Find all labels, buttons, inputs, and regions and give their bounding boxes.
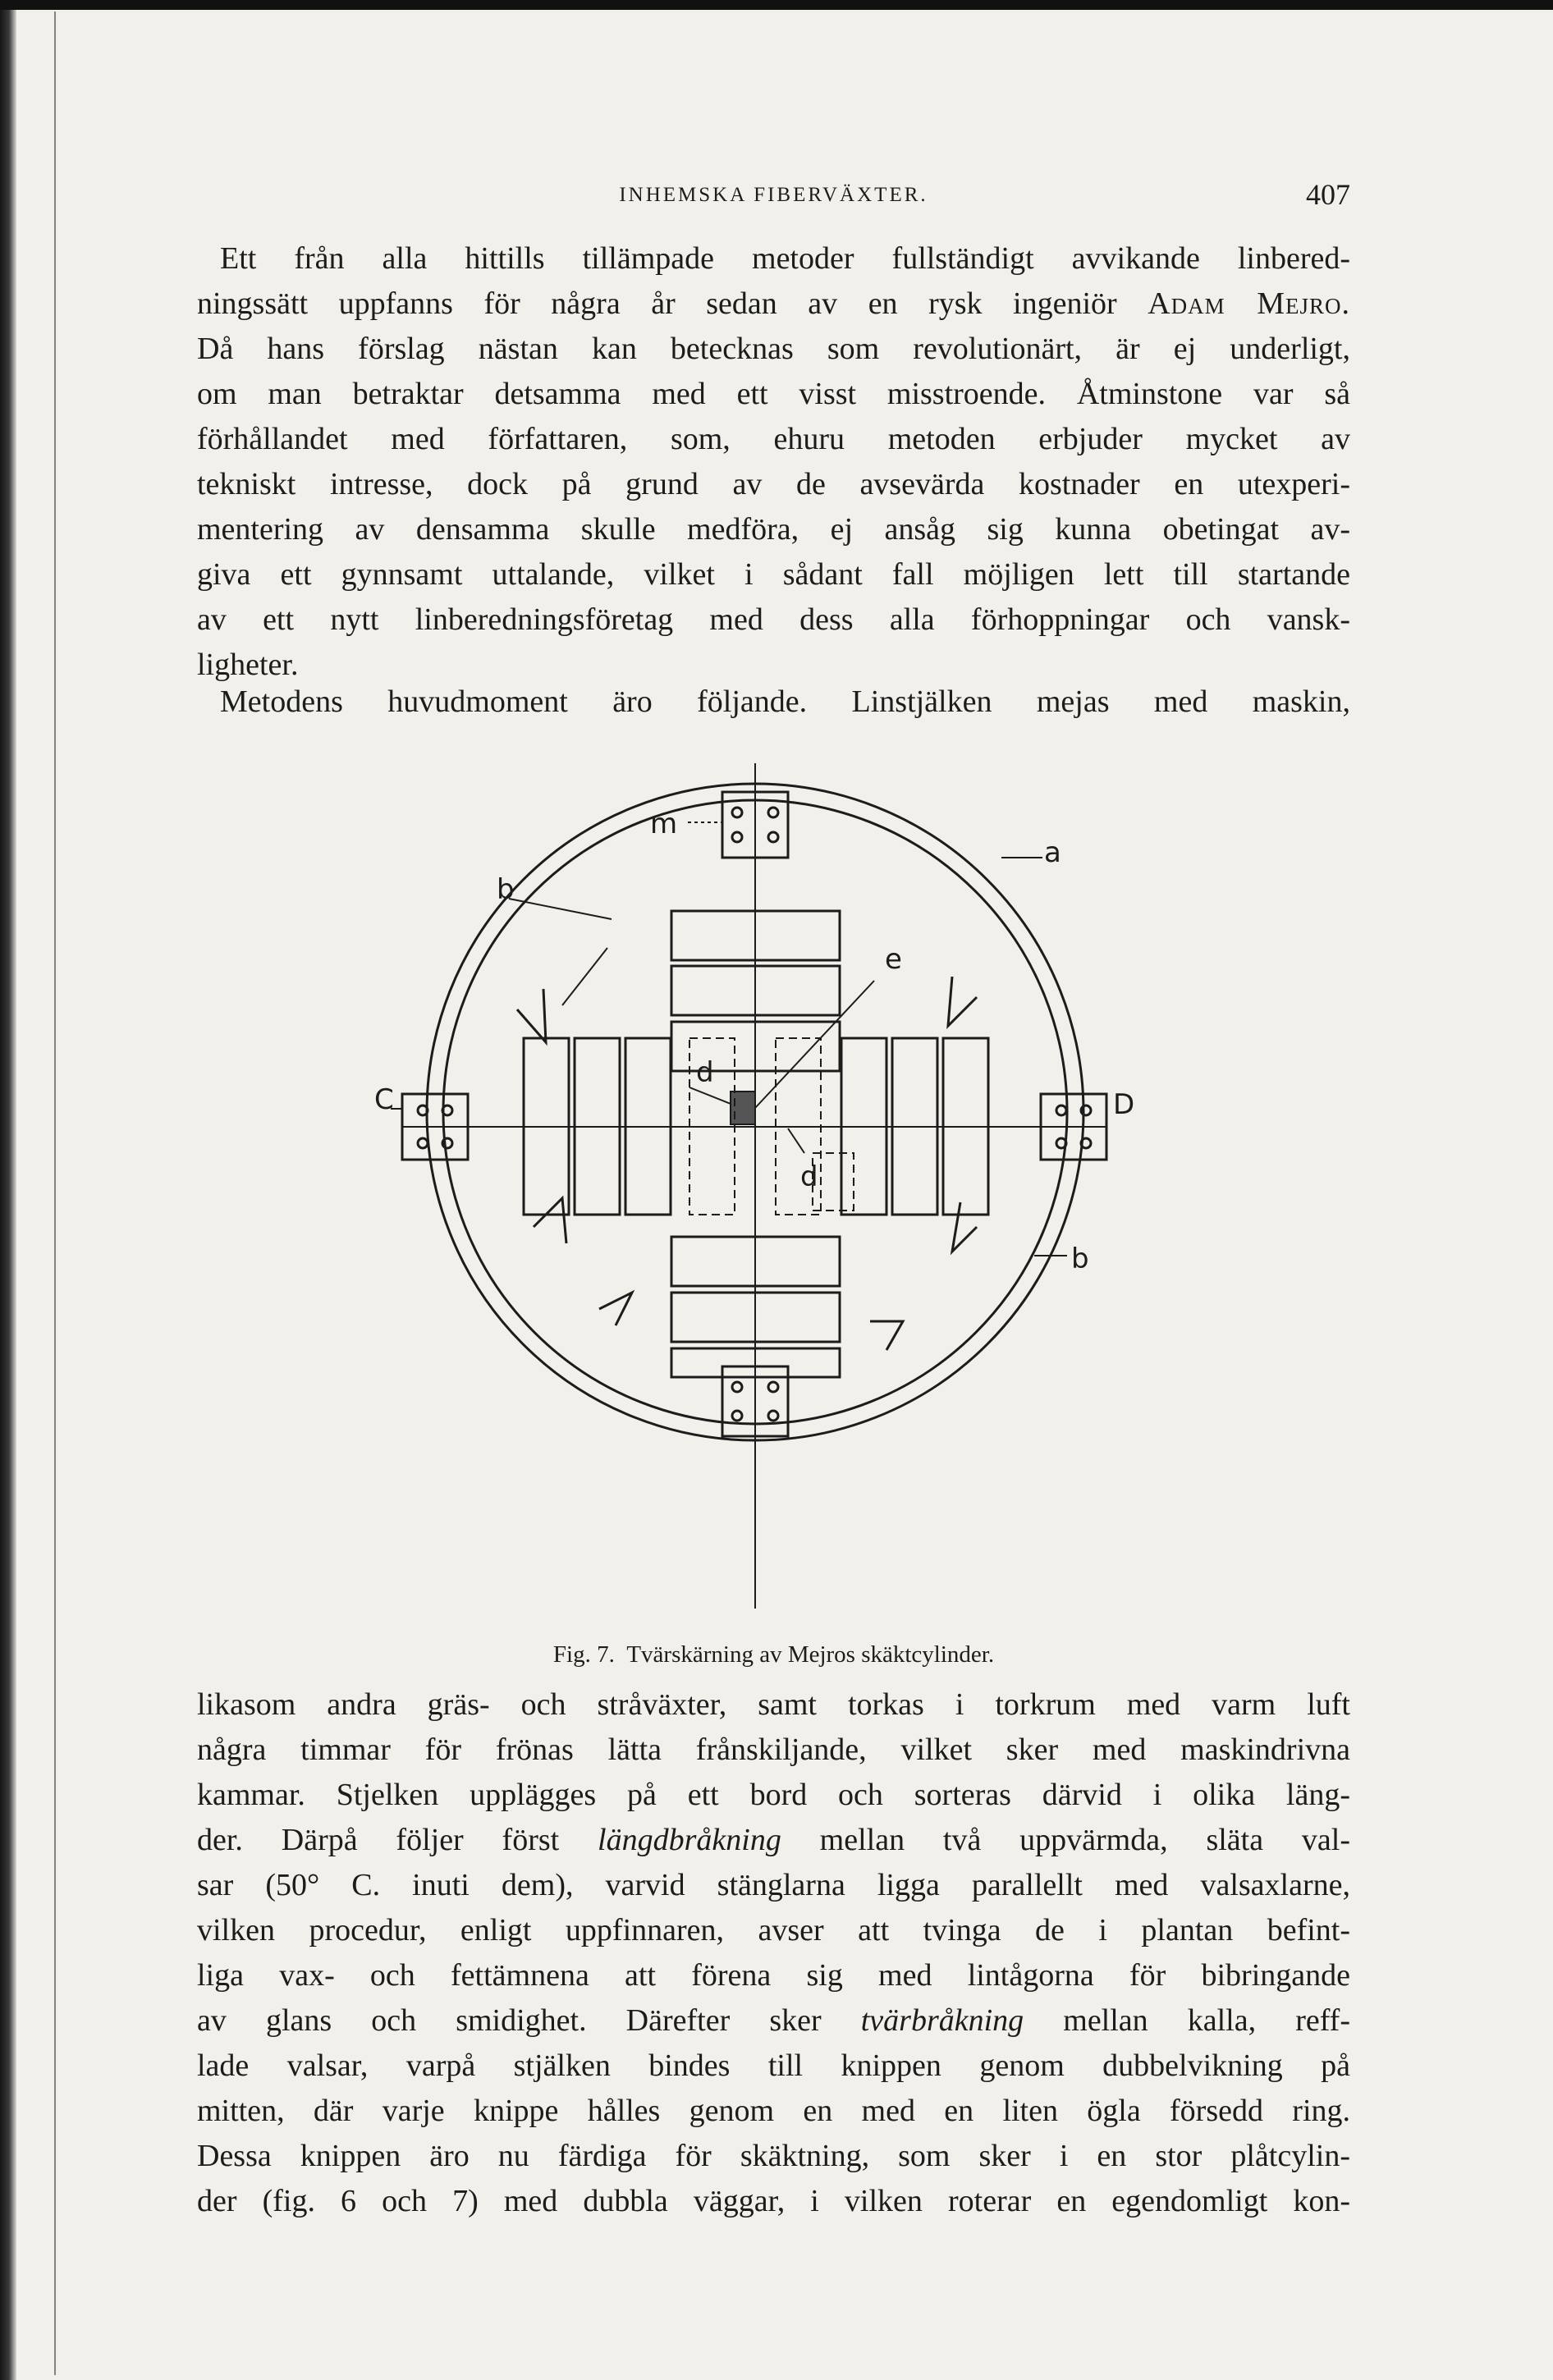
page-header — [197, 177, 1350, 213]
figure-cross-section — [328, 743, 1149, 1617]
figure-caption — [197, 1641, 1350, 1668]
text-line: Ett från alla hittills tillämpade metoder fullständigt avvikande linbered- — [220, 241, 1350, 276]
label-b-top: b — [497, 873, 515, 906]
label-m: m — [650, 808, 678, 840]
page-number: 407 — [1306, 178, 1350, 211]
label-a: a — [1044, 836, 1061, 869]
text-line: der. Därpå följer först längdbråkning mellan två uppvärmda, släta val- — [197, 1823, 1350, 1857]
label-e: e — [885, 943, 902, 976]
text-line: mitten, där varje knippe hålles genom en med en liten ögla försedd ring. — [197, 2094, 1350, 2128]
figure-title: Tvärskärning av Mejros skäktcylinder. — [626, 1641, 995, 1668]
paragraph-1 — [197, 236, 1350, 688]
text-line: vilken procedur, enligt uppfinnaren, avser att tvinga de i plantan befint- — [197, 1913, 1350, 1947]
label-D: D — [1113, 1088, 1135, 1121]
text-line: några timmar för frönas lätta frånskiljande, vilket sker med maskindrivna — [197, 1732, 1350, 1767]
paragraph-3 — [197, 1682, 1350, 2224]
text-line: giva ett gynnsamt uttalande, vilket i sådant fall möjligen lett till startande — [197, 557, 1350, 592]
text-line: likasom andra gräs- och stråväxter, samt torkas i torkrum med varm luft — [197, 1687, 1350, 1722]
label-C: C — [374, 1083, 394, 1116]
scan-binding-line — [54, 11, 56, 2375]
text-line: Metodens huvudmoment äro följande. Linstjälken mejas med maskin, — [220, 684, 1350, 719]
text-line: Dessa knippen äro nu färdiga för skäktning, som sker i en stor plåtcylin- — [197, 2139, 1350, 2173]
text-line: ligheter. — [197, 648, 299, 682]
running-head: INHEMSKA FIBERVÄXTER. — [619, 184, 928, 206]
text-line: kammar. Stjelken upplägges på ett bord och sorteras därvid i olika läng- — [197, 1778, 1350, 1812]
figure-number: Fig. 7. — [552, 1641, 615, 1668]
paragraph-2 — [197, 680, 1350, 725]
text-line: der (fig. 6 och 7) med dubbla väggar, i vilken roterar en egendomligt kon- — [197, 2184, 1350, 2218]
text-line: av glans och smidighet. Därefter sker tvärbråkning mellan kalla, reff- — [197, 2003, 1350, 2038]
text-line: om man betraktar detsamma med ett visst misstroende. Åtminstone var så — [197, 377, 1350, 411]
text-line: förhållandet med författaren, som, ehuru metoden erbjuder mycket av — [197, 422, 1350, 456]
text-line: mentering av densamma skulle medföra, ej ansåg sig kunna obetingat av- — [197, 512, 1350, 547]
cylinder-cross-section-drawing — [328, 743, 1149, 1617]
label-d-lower: d — [800, 1160, 818, 1193]
scan-left-edge — [0, 0, 16, 2380]
text-line: sar (50° C. inuti dem), varvid stänglarna ligga parallellt med valsaxlarne, — [197, 1868, 1350, 1902]
label-d-upper: d — [696, 1056, 714, 1089]
text-line: lade valsar, varpå stjälken bindes till knippen genom dubbelvikning på — [197, 2048, 1350, 2083]
text-line: Då hans förslag nästan kan betecknas som revolutionärt, är ej underligt, — [197, 332, 1350, 366]
text-line: liga vax- och fettämnena att förena sig med lintågorna för bibringande — [197, 1958, 1350, 1993]
term-langdbrakning: längdbråkning — [598, 1823, 781, 1857]
author-name: Adam Mejro. — [1148, 286, 1350, 321]
label-b-right: b — [1071, 1243, 1089, 1275]
term-tvarbrakning: tvärbråkning — [860, 2003, 1024, 2038]
text-line: ningssätt uppfanns för några år sedan av en rysk ingeniör Adam Mejro. — [197, 286, 1350, 321]
scan-top-edge — [0, 0, 1553, 10]
text-line: tekniskt intresse, dock på grund av de avsevärda kostnader en utexperi- — [197, 467, 1350, 501]
text-line: av ett nytt linberedningsföretag med dess alla förhoppningar och vansk- — [197, 602, 1350, 637]
